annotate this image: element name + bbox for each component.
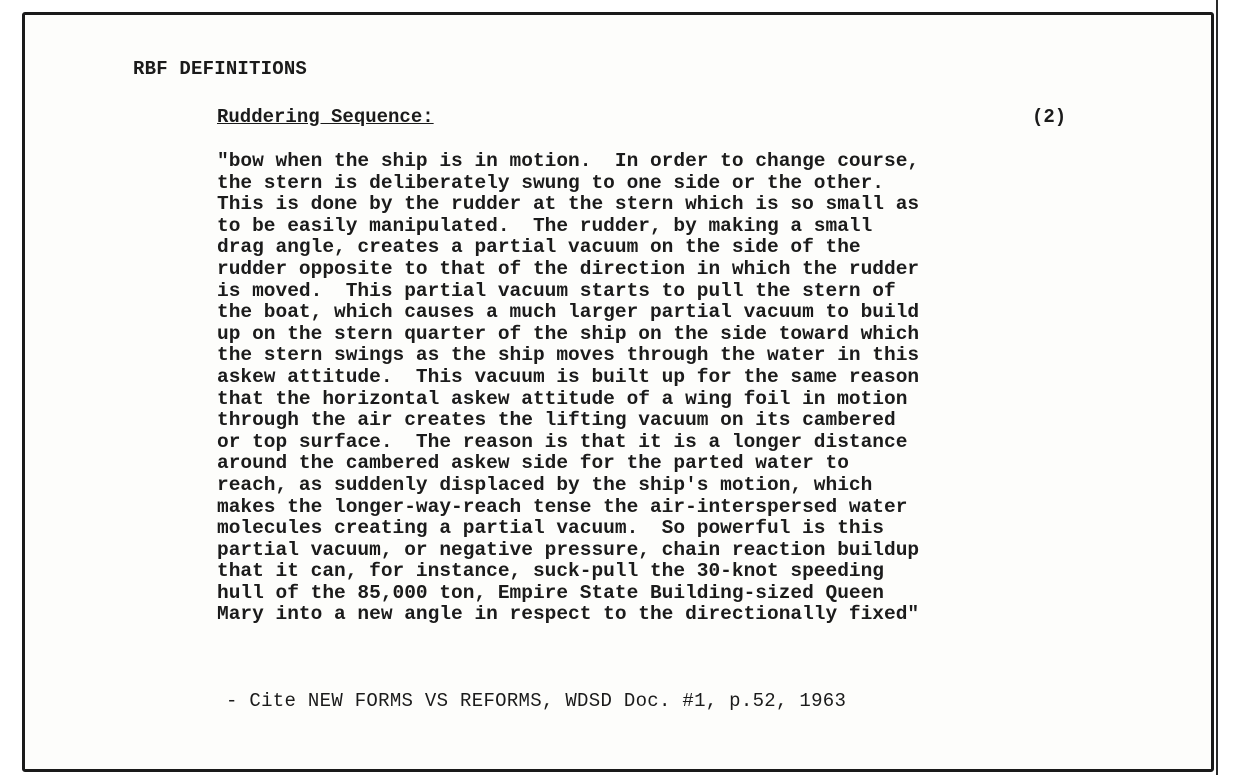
section-subheading: Ruddering Sequence: xyxy=(217,106,434,128)
page-marker: (2) xyxy=(1032,106,1067,128)
document-heading: RBF DEFINITIONS xyxy=(133,58,308,80)
body-line: rudder opposite to that of the direction in which the rudder xyxy=(217,257,920,280)
body-line: the boat, which causes a much larger partial vacuum to build xyxy=(217,301,920,324)
body-line: molecules creating a partial vacuum. So powerful is this xyxy=(217,517,885,540)
body-line: makes the longer-way-reach tense the air-interspersed water xyxy=(217,495,908,518)
body-line: This is done by the rudder at the stern which is so small as xyxy=(217,193,920,216)
body-line: around the cambered askew side for the parted water to xyxy=(217,452,849,475)
body-line: reach, as suddenly displaced by the ship's motion, which xyxy=(217,473,873,496)
page-edge-rule xyxy=(1216,0,1218,775)
definition-body xyxy=(217,151,1077,626)
body-line: the stern swings as the ship moves through the water in this xyxy=(217,344,920,367)
body-line: that the horizontal askew attitude of a wing foil in motion xyxy=(217,387,908,410)
body-line: partial vacuum, or negative pressure, chain reaction buildup xyxy=(217,538,920,561)
body-line: up on the stern quarter of the ship on the side toward which xyxy=(217,322,920,345)
body-line: drag angle, creates a partial vacuum on the side of the xyxy=(217,236,861,259)
body-line: the stern is deliberately swung to one side or the other. xyxy=(217,171,885,194)
body-line: Mary into a new angle in respect to the directionally fixed" xyxy=(217,603,920,626)
body-line: askew attitude. This vacuum is built up for the same reason xyxy=(217,365,920,388)
body-line: "bow when the ship is in motion. In order to change course, xyxy=(217,150,920,172)
citation: - Cite NEW FORMS VS REFORMS, WDSD Doc. #1, p.52, 1963 xyxy=(226,690,847,712)
body-line: through the air creates the lifting vacuum on its cambered xyxy=(217,409,896,432)
body-line: or top surface. The reason is that it is a longer distance xyxy=(217,430,908,453)
body-line: is moved. This partial vacuum starts to pull the stern of xyxy=(217,279,896,302)
body-line: to be easily manipulated. The rudder, by making a small xyxy=(217,214,873,237)
body-line: that it can, for instance, suck-pull the 30-knot speeding xyxy=(217,560,885,583)
body-line: hull of the 85,000 ton, Empire State Building-sized Queen xyxy=(217,581,885,604)
